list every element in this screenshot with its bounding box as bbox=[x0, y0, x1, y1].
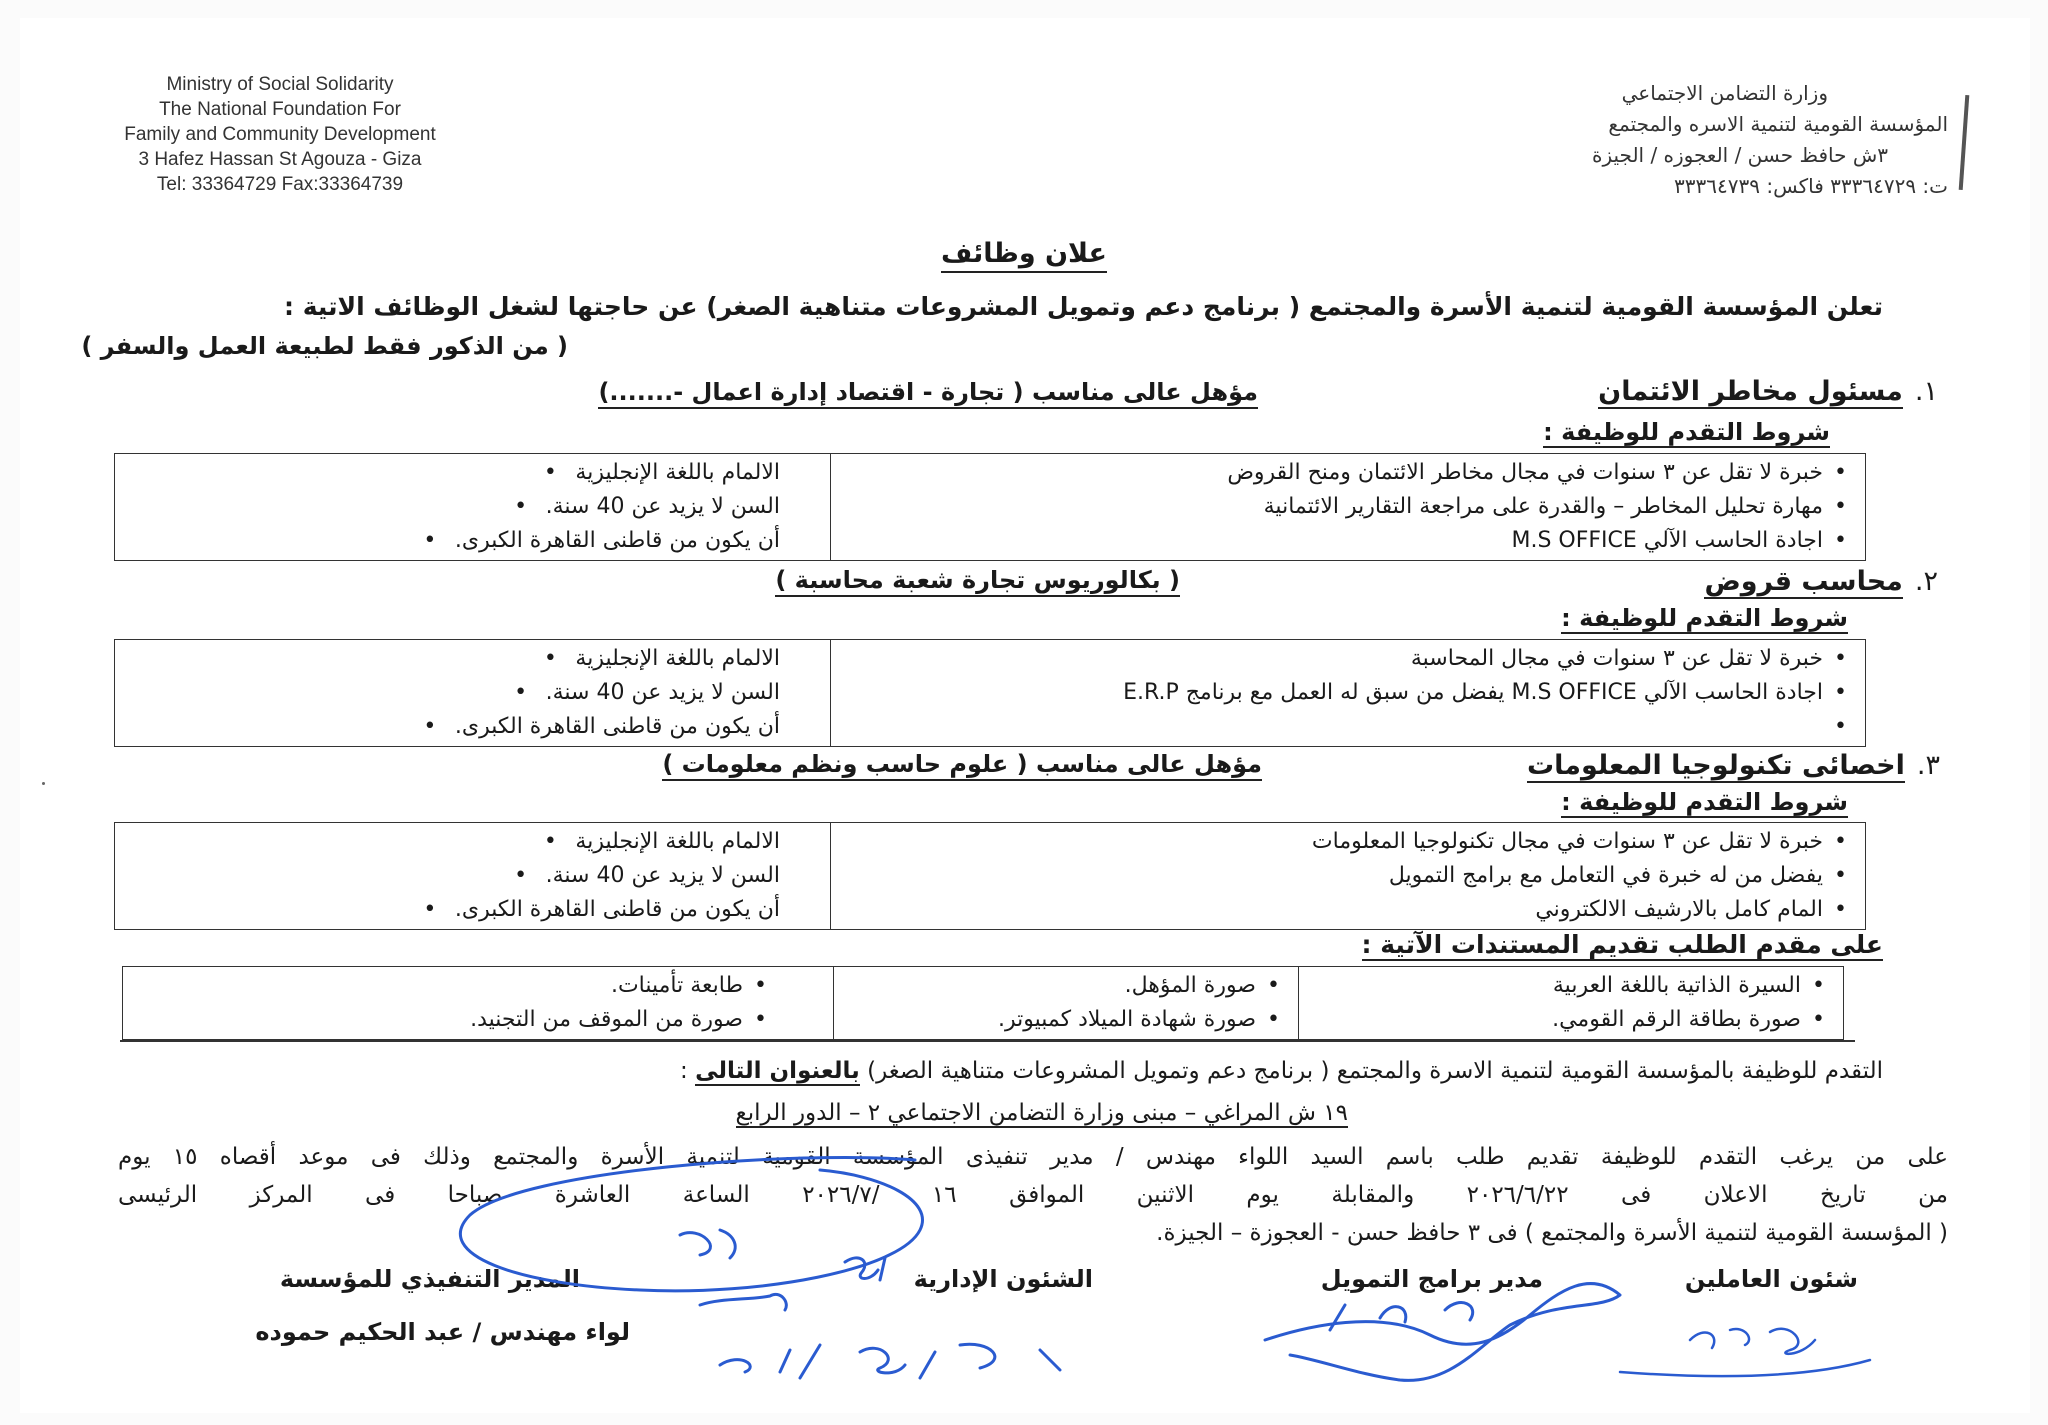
document-item: • السيرة الذاتية باللغة العربية bbox=[1311, 969, 1831, 1003]
arabic-header-line: المؤسسة القومية لتنمية الاسره والمجتمع bbox=[1608, 112, 1948, 136]
arabic-header-line: ت: ٣٣٣٦٤٧٢٩ فاكس: ٣٣٣٦٤٧٣٩ bbox=[1674, 174, 1948, 198]
document-item: • صورة بطاقة الرقم القومي. bbox=[1311, 1003, 1831, 1037]
scan-speck bbox=[42, 782, 45, 785]
finance-signature-stroke bbox=[1330, 1305, 1406, 1330]
document-item: • صورة المؤهل. bbox=[846, 969, 1286, 1003]
qualification-text: مؤهل عالى مناسب ( علوم حاسب ونظم معلومات ) bbox=[662, 750, 1262, 781]
conditions-heading-text: شروط التقدم للوظيفة : bbox=[1561, 604, 1848, 632]
condition-item: • مهارة تحليل المخاطر – والقدرة على مراجعة التقارير الائتمانية bbox=[843, 490, 1853, 524]
document-item: • طابعة تأمينات. bbox=[135, 969, 773, 1003]
job-name: اخصائى تكنولوجيا المعلومات bbox=[1527, 750, 1905, 781]
intro-note: ( من الذكور فقط لطبيعة العمل والسفر ) bbox=[81, 332, 568, 360]
conditions-heading-text: شروط التقدم للوظيفة : bbox=[1561, 788, 1848, 816]
condition-item: أن يكون من قاطنى القاهرة الكبرى.• bbox=[423, 714, 780, 739]
hr-signature-stroke bbox=[1620, 1329, 1870, 1376]
signature-scribble-stroke bbox=[680, 1230, 735, 1258]
intro-text: تعلن المؤسسة القومية لتنمية الأسرة والمجتمع ( برنامج دعم وتمويل المشروعات متناهية الصغر) عن حاجتها لشغل الوظائف الاتية : bbox=[284, 292, 1883, 321]
paragraph-line: ( المؤسسة القومية لتنمية الأسرة والمجتمع ) فى ٣ حافظ حسن - العجوزة – الجيزة. bbox=[1156, 1220, 1948, 1246]
arabic-header-line: ٣ش حافظ حسن / العجوزه / الجيزة bbox=[1591, 143, 1888, 167]
signature-admin-affairs: الشئون الإدارية bbox=[913, 1265, 1093, 1293]
qualification-text: مؤهل عالى مناسب ( تجارة - اقتصاد إدارة اعمال -.......) bbox=[598, 378, 1258, 409]
condition-item: • خبرة لا تقل عن ٣ سنوات في مجال مخاطر الائتمان ومنح القروض bbox=[843, 456, 1853, 490]
condition-item: • يفضل من له خبرة في التعامل مع برامج التمويل bbox=[843, 859, 1853, 893]
address-text: ١٩ ش المراغي – مبنى وزارة التضامن الاجتماعي ٢ – الدور الرابع bbox=[735, 1100, 1348, 1126]
date-handwriting-stroke bbox=[720, 1344, 1060, 1378]
english-header-line: Tel: 33364729 Fax:33364739 bbox=[156, 174, 404, 195]
condition-item: • اجادة الحاسب الآلي M.S OFFICE يفضل من سبق له العمل مع برنامج E.R.P bbox=[843, 676, 1853, 710]
english-header-line: Family and Community Development bbox=[124, 124, 436, 145]
job-name: محاسب قروض bbox=[1704, 566, 1903, 597]
signature-executive-director: المدير التنفيذي للمؤسسة bbox=[279, 1265, 580, 1293]
apply-text: التقدم للوظيفة بالمؤسسة القومية لتنمية الاسرة والمجتمع ( برنامج دعم وتمويل المشروعات متناهية الصغر) bbox=[867, 1058, 1883, 1084]
paragraph-line: على من يرغب التقدم للوظيفة تقديم طلب باسم السيد اللواء مهندس / مدير تنفيذى المؤسسة القومية لتنمية الأسرة والمجتمع وذلك فى موعد أقصاه ١٥ يوم bbox=[118, 1144, 1948, 1170]
arabic-header-line: وزارة التضامن الاجتماعي bbox=[1621, 81, 1828, 105]
page-title-text: علان وظائف bbox=[941, 238, 1107, 273]
condition-item: الالمام باللغة الإنجليزية• bbox=[543, 460, 780, 485]
apply-instruction: التقدم للوظيفة بالمؤسسة القومية لتنمية الاسرة والمجتمع ( برنامج دعم وتمويل المشروعات متناهية الصغر) بالعنوان التالى : bbox=[680, 1058, 1883, 1084]
apply-bold: بالعنوان التالى bbox=[695, 1058, 860, 1084]
condition-item: السن لا يزيد عن 40 سنة.• bbox=[514, 863, 780, 888]
signature-finance-manager: مدير برامج التمويل bbox=[1320, 1265, 1543, 1293]
condition-item: • اجادة الحاسب الآلي M.S OFFICE bbox=[843, 524, 1853, 558]
signature-scribble-stroke bbox=[700, 1294, 786, 1310]
job-number: ١. bbox=[1914, 376, 1938, 407]
english-header-line: The National Foundation For bbox=[159, 99, 401, 120]
signature-hr-affairs: شئون العاملين bbox=[1684, 1265, 1858, 1293]
condition-item: أن يكون من قاطنى القاهرة الكبرى.• bbox=[423, 528, 780, 553]
document-item: • صورة من الموقف من التجنيد. bbox=[135, 1003, 773, 1037]
condition-item: • خبرة لا تقل عن ٣ سنوات في مجال تكنولوجيا المعلومات bbox=[843, 825, 1853, 859]
condition-item: السن لا يزيد عن 40 سنة.• bbox=[514, 494, 780, 519]
condition-item: • خبرة لا تقل عن ٣ سنوات في مجال المحاسبة bbox=[843, 642, 1853, 676]
condition-item: الالمام باللغة الإنجليزية• bbox=[543, 829, 780, 854]
documents-heading-text: على مقدم الطلب تقديم المستندات الآتية : bbox=[1361, 930, 1883, 959]
condition-item: الالمام باللغة الإنجليزية• bbox=[543, 646, 780, 671]
job-number: ٣. bbox=[1916, 750, 1940, 781]
condition-item: السن لا يزيد عن 40 سنة.• bbox=[514, 680, 780, 705]
signature-loop-stroke bbox=[460, 1157, 922, 1290]
english-header-line: 3 Hafez Hassan St Agouza - Giza bbox=[138, 149, 422, 170]
conditions-heading-text: شروط التقدم للوظيفة : bbox=[1543, 418, 1830, 446]
condition-item: • المام كامل بالارشيف الالكتروني bbox=[843, 893, 1853, 927]
signature-executive-name: لواء مهندس / عبد الحكيم حموده bbox=[255, 1318, 630, 1346]
condition-item: أن يكون من قاطنى القاهرة الكبرى.• bbox=[423, 897, 780, 922]
qualification-text: ( بكالوريوس تجارة شعبة محاسبة ) bbox=[775, 566, 1180, 597]
job-number: ٢. bbox=[1914, 566, 1938, 597]
job-name: مسئول مخاطر الائتمان bbox=[1598, 376, 1903, 407]
finance-signature-stroke bbox=[1265, 1284, 1620, 1381]
english-header-line: Ministry of Social Solidarity bbox=[166, 74, 394, 95]
document-item: • صورة شهادة الميلاد كمبيوتر. bbox=[846, 1003, 1286, 1037]
paragraph-line: من تاريخ الاعلان فى ٢٠٢٦/٦/٢٢ والمقابلة يوم الاثنين الموافق ١٦ /٢٠٢٦/٧ الساعة العاشرة صباحا فى المركز الرئيسى bbox=[118, 1182, 1948, 1208]
